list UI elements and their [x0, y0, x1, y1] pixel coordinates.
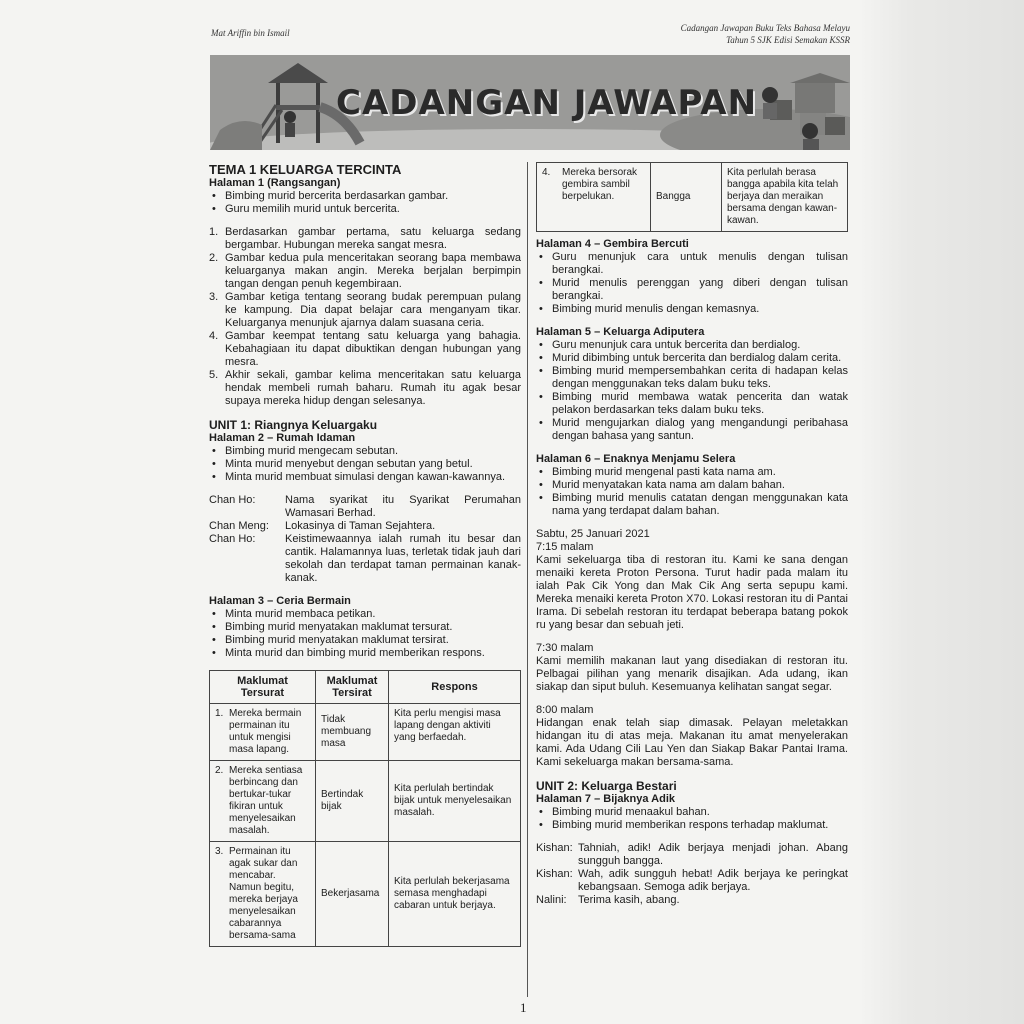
- speaker: Kishan:: [536, 842, 573, 854]
- item-number: 2.: [209, 252, 219, 264]
- table-header-row: [210, 671, 521, 704]
- list-item: [209, 330, 521, 369]
- table-cell: Bertindak bijak: [316, 761, 389, 842]
- item-text: Gambar ketiga tentang seorang budak perempuan pulang ke kampung. Dia dapat belajar cara menganyam tikar. Keluarganya menunjuk ajarnya dalam suasana ceria.: [225, 291, 521, 329]
- section-title-halaman-5: Halaman 5 – Keluarga Adiputera: [536, 326, 705, 338]
- column-header: Maklumat Tersirat: [316, 671, 389, 704]
- list-item: • Bimbing murid membawa watak pencerita dan watak pelakon berdasarkan teks dalam buku teks.: [552, 391, 848, 417]
- table-cell: Kita perlulah berasa bangga apabila kita telah berjaya dan meraikan bersama dengan kawan-kawan.: [722, 163, 848, 232]
- diary-date: Sabtu, 25 Januari 2021: [536, 528, 650, 540]
- table-cell: Kita perlulah bekerjasama semasa menghadapi cabaran untuk berjaya.: [389, 842, 521, 947]
- table-cell: Kita perlulah bertindak bijak untuk menyelesaikan masalah.: [389, 761, 521, 842]
- list-item: • Murid mengujarkan dialog yang mengandungi peribahasa dengan bahasa yang santun.: [552, 417, 848, 443]
- table-row: [210, 842, 521, 947]
- dialog-text: Nama syarikat itu Syarikat Perumahan Wamasari Berhad.: [285, 494, 521, 519]
- item-number: 3.: [209, 291, 219, 303]
- list-item: • Bimbing murid menulis catatan dengan menggunakan kata nama yang terdapat dalam bahan.: [552, 492, 848, 518]
- row-number: 1.: [215, 708, 224, 719]
- dialog-line: [536, 894, 848, 907]
- bullet-list-halaman-4: [536, 251, 848, 316]
- row-number: 2.: [215, 765, 224, 776]
- cell-text: Mereka bermain permainan itu untuk mengisi masa lapang.: [229, 708, 302, 755]
- section-title-halaman-2: Halaman 2 – Rumah Idaman: [209, 432, 356, 444]
- list-item: • Guru memilih murid untuk bercerita.: [225, 203, 521, 216]
- dialog-text: Keistimewaannya ialah rumah itu besar dan cantik. Halamannya luas, terletak tidak jauh dari sekolah dan terdapat taman permainan kanak-kanak.: [285, 533, 521, 584]
- list-item: [209, 226, 521, 252]
- bullet-list-halaman-2: [209, 445, 521, 484]
- item-text: Gambar keempat tentang satu keluarga yang bahagia. Kebahagiaan itu dapat dibuktikan dengan hubungan yang mesra.: [225, 330, 521, 368]
- diary-time: 7:30 malam: [536, 642, 594, 654]
- unit-title: UNIT 2: Keluarga Bestari: [536, 779, 677, 793]
- table-cell: Bangga: [651, 163, 722, 232]
- dialog-line: [209, 533, 521, 585]
- table-row: [210, 761, 521, 842]
- page-number: 1: [520, 1000, 527, 1015]
- diary-time: 7:15 malam: [536, 541, 594, 553]
- item-number: 5.: [209, 369, 219, 381]
- list-item: • Bimbing murid mengenal pasti kata nama am.: [552, 466, 848, 479]
- bullet-list-halaman-1: [209, 190, 521, 216]
- header-author: Mat Ariffin bin Ismail: [211, 28, 290, 38]
- cell-text: Permainan itu agak sukar dan mencabar. Namun begitu, mereka berjaya menyelesaikan cabarannya bersama-sama: [229, 846, 298, 941]
- banner-title: CADANGAN JAWAPAN: [336, 83, 758, 123]
- list-item: • Bimbing murid memberikan respons terhadap maklumat.: [552, 819, 848, 832]
- list-item: • Murid menulis perenggan yang diberi dengan tulisan berangkai.: [552, 277, 848, 303]
- list-item: • Bimbing murid menulis dengan kemasnya.: [552, 303, 848, 316]
- row-number: 4.: [542, 167, 551, 178]
- table-cell: [210, 761, 316, 842]
- maklumat-table: [209, 670, 521, 947]
- bullet-list-halaman-7: [536, 806, 848, 832]
- list-item: • Bimbing murid mempersembahkan cerita di hadapan kelas dengan menggunakan teks dalam buku teks.: [552, 365, 848, 391]
- diary-paragraph: Kami sekeluarga tiba di restoran itu. Kami ke sana dengan menaiki kereta Proton Persona. Turut hadir pada malam itu ialah Pak Cik Yong dan Mak Cik Ang serta sepupu kami. Mereka menaiki kereta Proton X70. Lokasi restoran itu di Pantai Irama. Di sebelah restoran itu terdapat beberapa batang pokok ru yang besar dan sebuah jeti.: [536, 554, 848, 631]
- list-item: • Bimbing murid mengecam sebutan.: [225, 445, 521, 458]
- numbered-list-halaman-1: [209, 226, 521, 408]
- item-text: Akhir sekali, gambar kelima menceritakan satu keluarga hendak membeli rumah baharu. Rumah itu agak besar supaya mereka hidup dengan selesanya.: [225, 369, 521, 407]
- speaker: Nalini:: [536, 894, 567, 906]
- speaker: Chan Meng:: [209, 520, 269, 532]
- header-title-line2: Tahun 5 SJK Edisi Semakan KSSR: [726, 35, 850, 45]
- bullet-list-halaman-5: [536, 339, 848, 443]
- column-header: Maklumat Tersurat: [210, 671, 316, 704]
- banner: [210, 55, 850, 150]
- cell-text: Mereka sentiasa berbincang dan bertukar-tukar fikiran untuk menyelesaikan masalah.: [229, 765, 303, 836]
- maklumat-table-continued: [536, 162, 848, 232]
- list-item: • Minta murid membuat simulasi dengan kawan-kawannya.: [225, 471, 521, 484]
- dialog-text: Lokasinya di Taman Sejahtera.: [285, 520, 436, 532]
- dialog-text: Wah, adik sungguh hebat! Adik berjaya ke peringkat kebangsaan. Semoga adik berjaya.: [578, 868, 848, 893]
- item-number: 1.: [209, 226, 219, 238]
- speaker: Kishan:: [536, 868, 573, 880]
- item-text: Berdasarkan gambar pertama, satu keluarga sedang bergambar. Hubungan mereka sangat mesra.: [225, 226, 521, 251]
- list-item: [209, 369, 521, 408]
- list-item: • Bimbing murid bercerita berdasarkan gambar.: [225, 190, 521, 203]
- header-book-title: [640, 22, 850, 46]
- list-item: • Bimbing murid menyatakan maklumat tersurat.: [225, 621, 521, 634]
- list-item: • Bimbing murid menyatakan maklumat tersirat.: [225, 634, 521, 647]
- row-number: 3.: [215, 846, 224, 857]
- diary-paragraph: Kami memilih makanan laut yang disediakan di restoran itu. Pelbagai pilihan yang menarik disajikan. Ada udang, ikan siakap dan siput buluh. Kesemuanya kelihatan sangat segar.: [536, 655, 848, 693]
- section-title-halaman-3: Halaman 3 – Ceria Bermain: [209, 595, 351, 607]
- table-row: [210, 704, 521, 761]
- dialog-block: [209, 494, 521, 585]
- dialog-line: [536, 842, 848, 868]
- list-item: • Minta murid menyebut dengan sebutan yang betul.: [225, 458, 521, 471]
- table-cell: [537, 163, 651, 232]
- theme-title: TEMA 1 KELUARGA TERCINTA: [209, 162, 402, 177]
- list-item: • Murid menyatakan kata nama am dalam bahan.: [552, 479, 848, 492]
- dialog-block: [536, 842, 848, 907]
- list-item: • Minta murid membaca petikan.: [225, 608, 521, 621]
- table-cell: Bekerjasama: [316, 842, 389, 947]
- table-cell: Tidak membuang masa: [316, 704, 389, 761]
- list-item: • Bimbing murid menaakul bahan.: [552, 806, 848, 819]
- header-title-line1: Cadangan Jawapan Buku Teks Bahasa Melayu: [680, 23, 850, 33]
- section-title-halaman-7: Halaman 7 – Bijaknya Adik: [536, 793, 675, 805]
- section-title-halaman-4: Halaman 4 – Gembira Bercuti: [536, 238, 689, 250]
- list-item: • Guru menunjuk cara untuk bercerita dan berdialog.: [552, 339, 848, 352]
- section-title-halaman-1: Halaman 1 (Rangsangan): [209, 177, 341, 189]
- item-text: Gambar kedua pula menceritakan seorang bapa membawa keluarganya makan angin. Mereka berjalan berpimpin tangan dengan penuh kegembiraan.: [225, 252, 521, 290]
- cell-text: Mereka bersorak gembira sambil berpelukan.: [562, 167, 638, 202]
- column-divider: [527, 162, 528, 997]
- dialog-text: Tahniah, adik! Adik berjaya menjadi johan. Abang sungguh bangga.: [578, 842, 848, 867]
- speaker: Chan Ho:: [209, 533, 256, 545]
- table-cell: [210, 842, 316, 947]
- speaker: Chan Ho:: [209, 494, 256, 506]
- list-item: • Minta murid dan bimbing murid memberikan respons.: [225, 647, 521, 660]
- diary-paragraph: Hidangan enak telah siap dimasak. Pelayan meletakkan hidangan itu di atas meja. Makanan itu amat menyelerakan kami. Ada Udang Cili Lau Yen dan Siakap Bakar Pantai Irama. Kami sekeluarga makan bersama-sama.: [536, 717, 848, 768]
- bullet-list-halaman-6: [536, 466, 848, 518]
- list-item: [209, 291, 521, 330]
- dialog-line: [536, 868, 848, 894]
- column-header: Respons: [389, 671, 521, 704]
- table-cell: [210, 704, 316, 761]
- dialog-line: [209, 520, 521, 533]
- bullet-list-halaman-3: [209, 608, 521, 660]
- list-item: [209, 252, 521, 291]
- diary-time: 8:00 malam: [536, 704, 594, 716]
- table-cell: Kita perlu mengisi masa lapang dengan aktiviti yang berfaedah.: [389, 704, 521, 761]
- table-row: [537, 163, 848, 232]
- left-column: [209, 162, 521, 947]
- dialog-text: Terima kasih, abang.: [578, 894, 680, 906]
- section-title-halaman-6: Halaman 6 – Enaknya Menjamu Selera: [536, 453, 736, 465]
- list-item: • Guru menunjuk cara untuk menulis dengan tulisan berangkai.: [552, 251, 848, 277]
- item-number: 4.: [209, 330, 219, 342]
- unit-title: UNIT 1: Riangnya Keluargaku: [209, 418, 378, 432]
- dialog-line: [209, 494, 521, 520]
- right-column: [536, 162, 848, 907]
- list-item: • Murid dibimbing untuk bercerita dan berdialog dalam cerita.: [552, 352, 848, 365]
